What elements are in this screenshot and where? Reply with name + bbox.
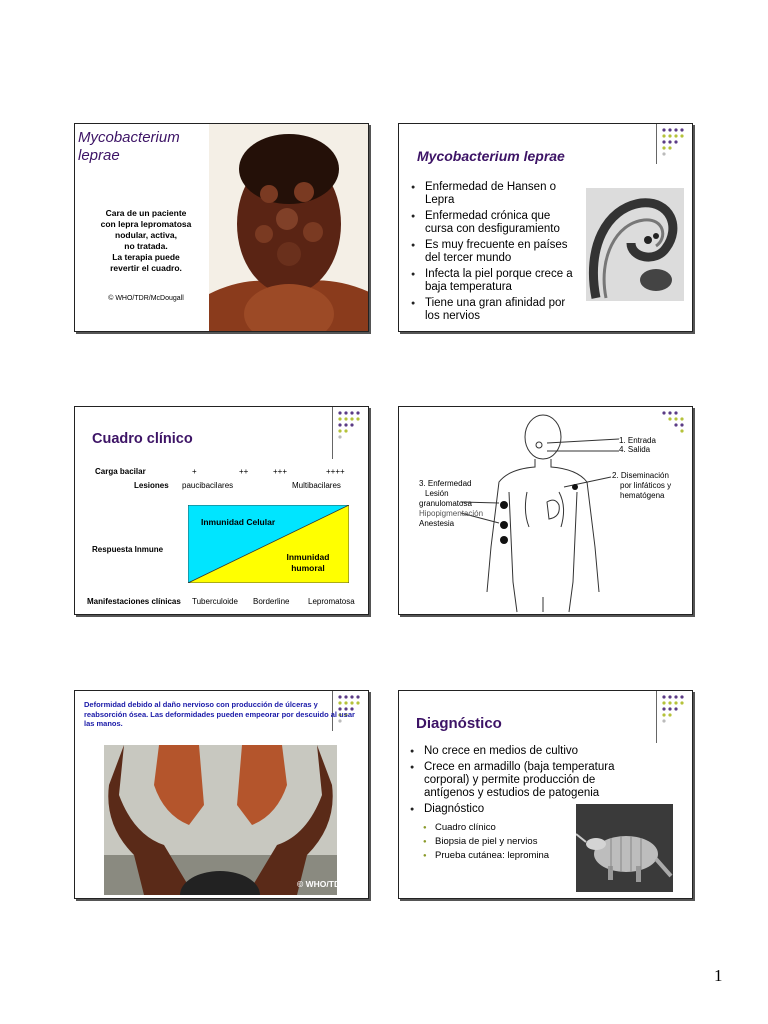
humoral-line: humoral xyxy=(291,563,325,573)
lesiones-left: paucibacilares xyxy=(182,481,234,490)
celular-label: Inmunidad Celular xyxy=(201,517,276,527)
slide-1-title: Mycobacterium leprae xyxy=(78,129,180,164)
label-line: 3. Enfermedad xyxy=(419,479,472,488)
divider-line xyxy=(656,124,657,164)
slide-4 xyxy=(398,406,693,615)
slide-2 xyxy=(398,123,693,332)
slide-2-title: Mycobacterium leprae xyxy=(417,148,565,164)
label-line: 2. Diseminación xyxy=(612,471,669,480)
slide-1 xyxy=(74,123,369,332)
page-number: 1 xyxy=(714,966,723,985)
lesiones-right: Multibacilares xyxy=(292,481,341,490)
list-item: ● Enfermedad de Hansen o Lepra xyxy=(411,181,579,207)
carga-level: + xyxy=(192,467,197,476)
caption-line: Cara de un paciente xyxy=(105,208,187,218)
list-item: ● Biopsia de piel y nervios xyxy=(423,836,583,848)
carga-level: ++++ xyxy=(326,467,345,476)
label-line: granulomatosa xyxy=(419,499,472,508)
list-item: ● No crece en medios de cultivo xyxy=(410,745,640,758)
list-item: ● Cuadro clínico xyxy=(423,822,583,834)
slide-3-title: Cuadro clínico xyxy=(92,431,193,447)
armadillo-photo xyxy=(576,804,673,892)
divider-line xyxy=(332,407,333,459)
list-item: ● Es muy frecuente en países del tercer mundo xyxy=(411,239,579,265)
label-line: Anestesia xyxy=(419,519,455,528)
decorative-dots-icon xyxy=(337,410,369,440)
list-item: ● Prueba cutánea: lepromina xyxy=(423,850,583,862)
label-salida: 4. Salida xyxy=(619,445,651,454)
respuesta-label: Respuesta Inmune xyxy=(92,545,164,554)
divider-line xyxy=(656,691,657,743)
photo-credit: © WHO/TDR xyxy=(297,879,347,889)
carga-bacilar-label: Carga bacilar xyxy=(95,467,146,476)
label-line: Hipopigmentación xyxy=(419,509,484,518)
caption-line: con lepra lepromatosa xyxy=(100,219,192,229)
patient-face-photo xyxy=(209,124,369,332)
slide-6-title: Diagnóstico xyxy=(416,715,502,732)
list-item: ● Enfermedad crónica que cursa con desfiguramiento xyxy=(411,210,579,236)
humoral-line: Inmunidad xyxy=(286,552,330,562)
slide-6 xyxy=(398,690,693,899)
slide-5 xyxy=(74,690,369,899)
slide-3 xyxy=(74,406,369,615)
patient-caption xyxy=(81,208,211,274)
lesiones-label: Lesiones xyxy=(134,481,169,490)
list-item: ● Tiene una gran afinidad por los nervios xyxy=(411,297,579,323)
caption-line: no tratada. xyxy=(124,241,168,251)
label-entrada: 1. Entrada xyxy=(619,436,656,445)
manif-borderline: Borderline xyxy=(253,597,290,606)
caption-line: La terapia puede xyxy=(112,252,180,262)
manifestaciones-label: Manifestaciones clínicas xyxy=(87,597,181,606)
label-enfermedad xyxy=(419,479,483,529)
label-diseminacion xyxy=(612,471,671,501)
label-line: Lesión xyxy=(425,489,449,498)
list-item: ● Infecta la piel porque crece a baja temperatura xyxy=(411,268,579,294)
manif-lepromatosa: Lepromatosa xyxy=(308,597,355,606)
carga-level: +++ xyxy=(273,467,288,476)
label-line: por linfáticos y xyxy=(620,481,672,490)
humoral-label xyxy=(275,552,341,574)
hands-caption: Deformidad debido al daño nervioso con producción de úlceras y reabsorción ósea. Las deformidades pueden empeorar por descuido al usar las manos. xyxy=(84,700,355,728)
micrograph-image xyxy=(586,188,684,301)
sub-bullet-list xyxy=(423,822,583,864)
manif-tuberculoide: Tuberculoide xyxy=(192,597,238,606)
label-line: hematógena xyxy=(620,491,665,500)
bullet-list xyxy=(411,181,579,326)
decorative-dots-icon xyxy=(661,127,693,157)
hands-photo xyxy=(104,745,337,895)
carga-level: ++ xyxy=(239,467,249,476)
caption-line: nodular, activa, xyxy=(115,230,177,240)
decorative-dots-icon xyxy=(661,694,693,724)
caption-line: revertir el cuadro. xyxy=(110,263,182,273)
list-item: ● Crece en armadillo (baja temperatura corporal) y permite producción de antígenos y estudios de patogenia xyxy=(410,761,640,800)
list-item: ● Diagnóstico xyxy=(410,803,640,816)
photo-credit: © WHO/TDR/McDougall xyxy=(108,295,184,302)
